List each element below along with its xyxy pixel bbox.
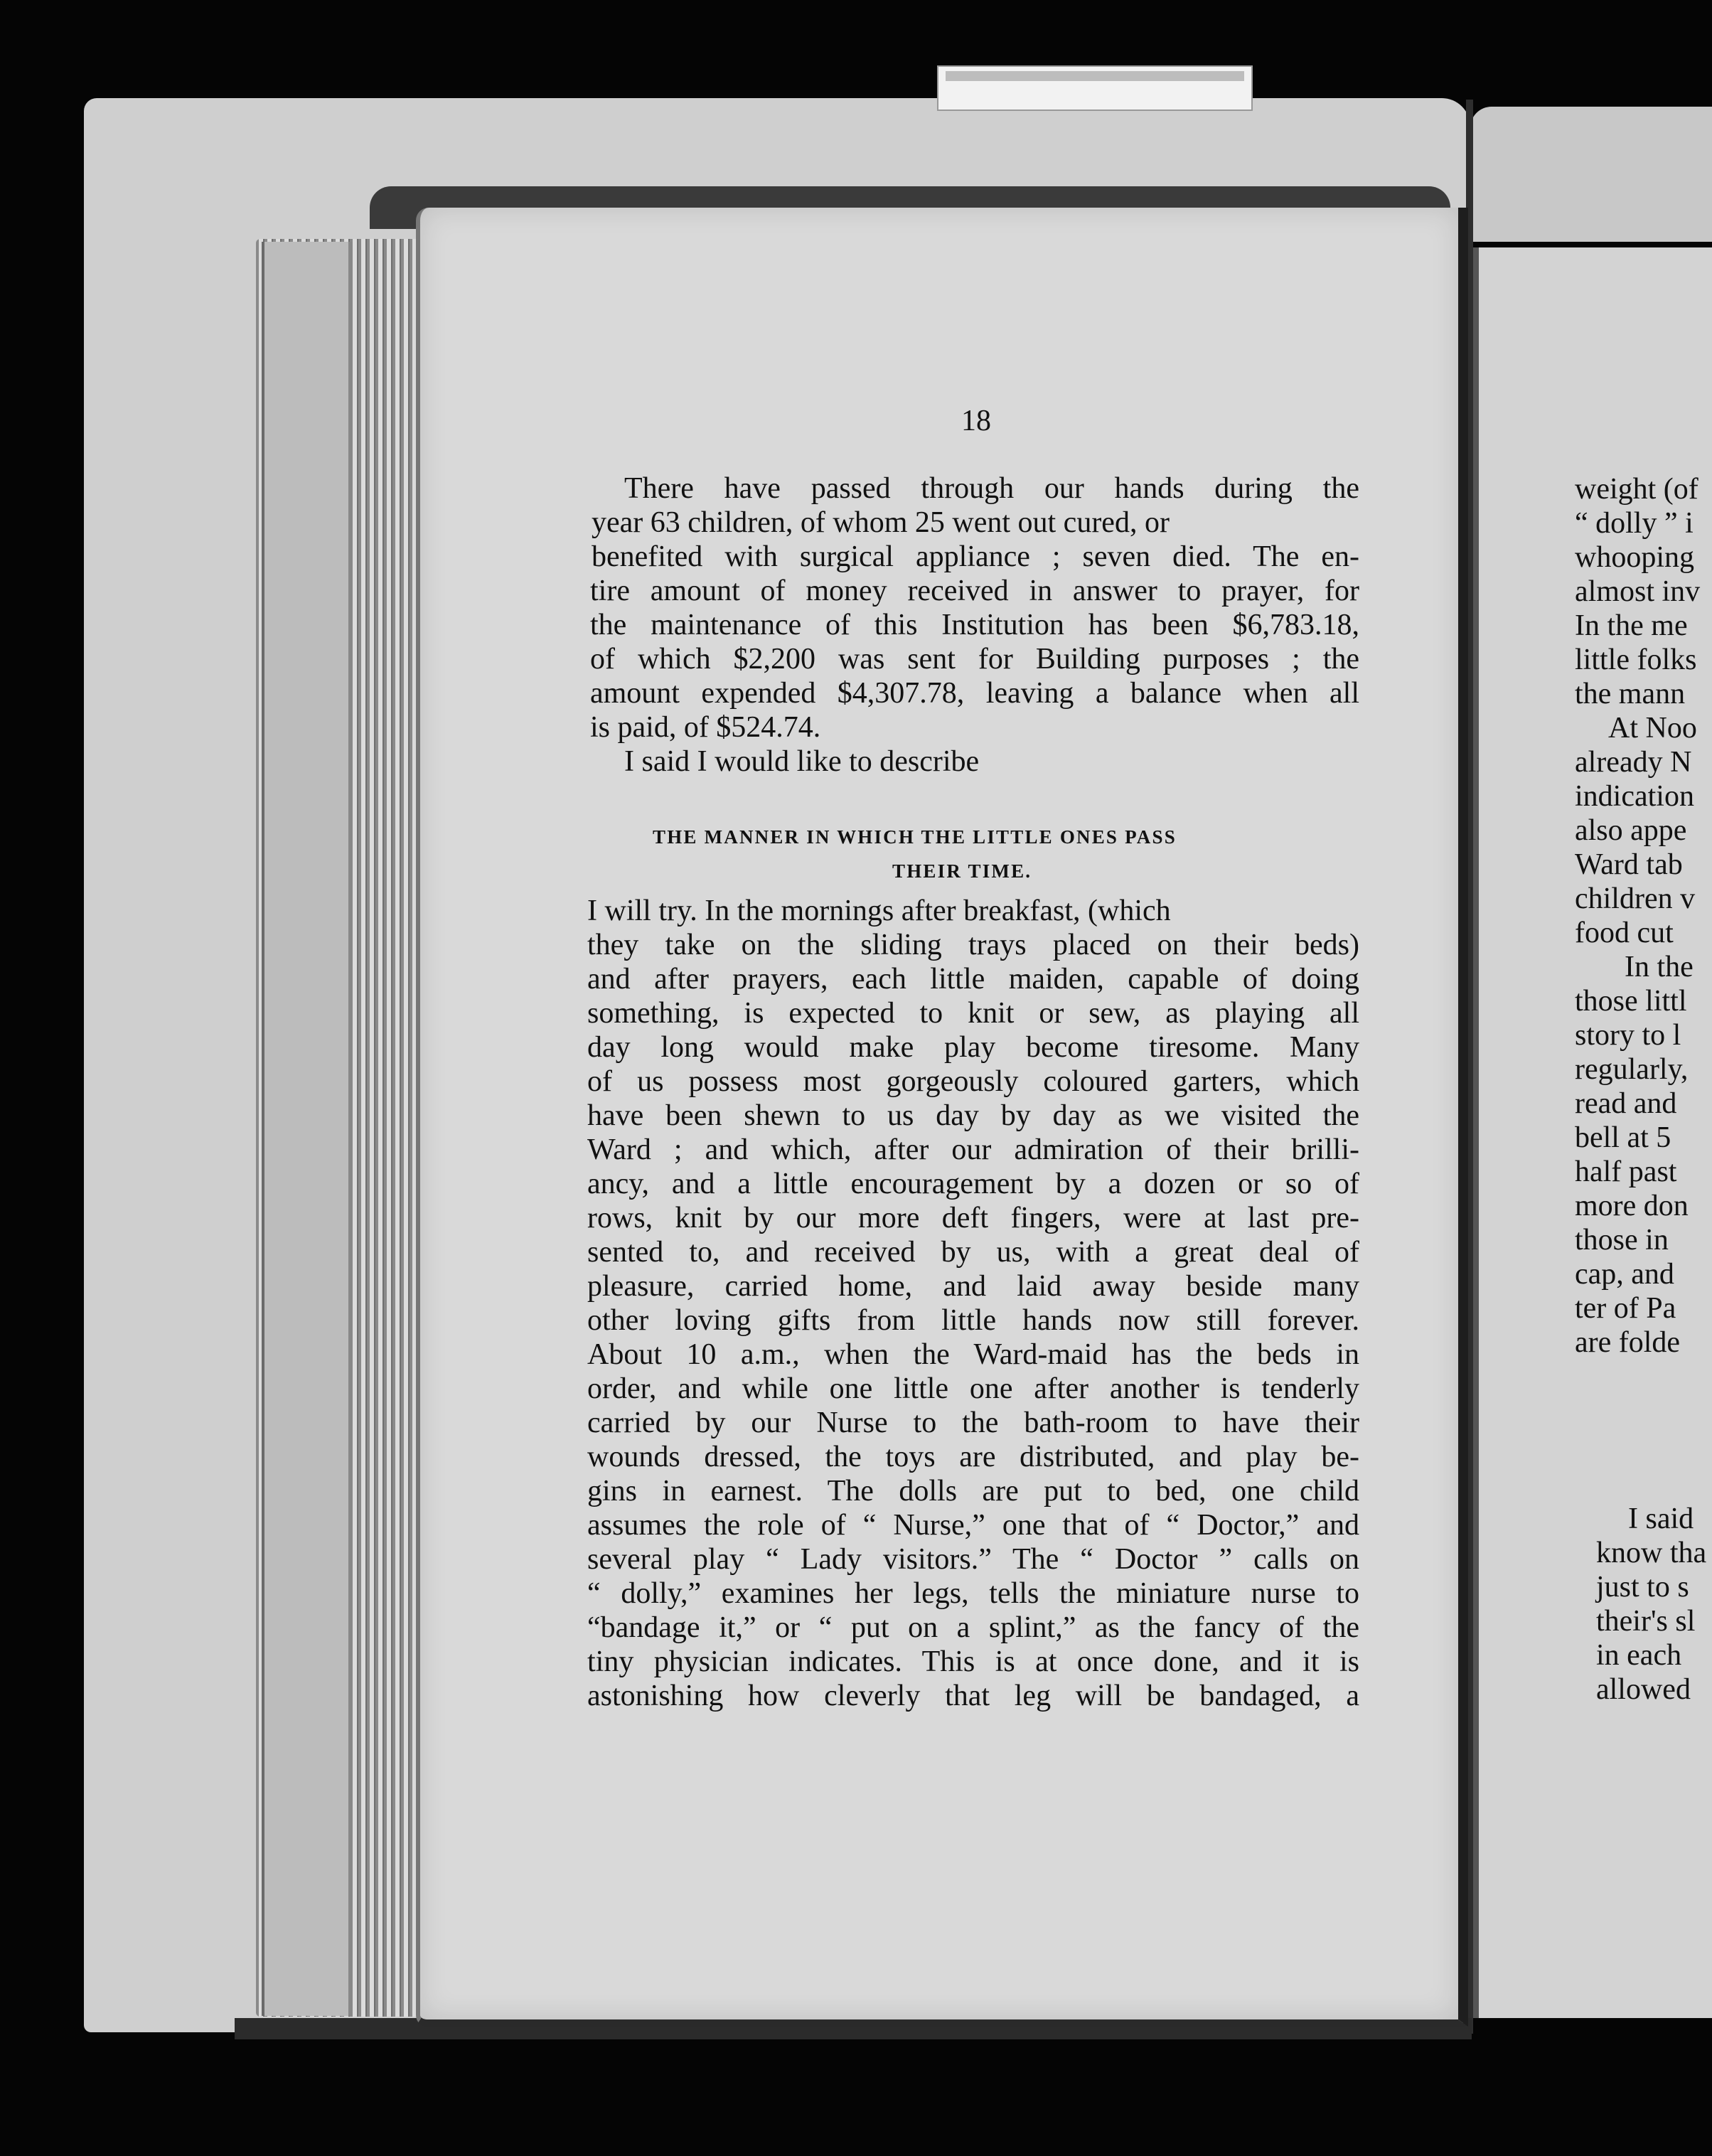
text-line: those littl [1575,985,1687,1018]
text-line: wounds dressed, the toys are distributed, and play be- [587,1441,1359,1473]
text-line: already N [1575,746,1692,779]
text-line: allowed [1596,1673,1691,1706]
text-line: whooping [1575,541,1694,574]
text-line: the maintenance of this Institution has been $6,783.18, [590,609,1359,641]
text-line: those in [1575,1224,1669,1256]
text-line: ter of Pa [1575,1292,1676,1325]
text-line: “ dolly ” i [1575,507,1694,540]
text-line: of which $2,200 was sent for Building purposes ; the [590,643,1359,676]
text-line: just to s [1596,1571,1689,1603]
text-line: something, is expected to knit or sew, as playing all [587,997,1359,1030]
text-line: At Noo [1608,712,1697,745]
text-line: sented to, and received by us, with a great deal of [587,1236,1359,1269]
text-line: order, and while one little one after another is tenderly [587,1372,1359,1405]
text-line: of us possess most gorgeously coloured garters, which [587,1065,1359,1098]
text-line: assumes the role of “ Nurse,” one that of “ Doctor,” and [587,1509,1359,1542]
text-line: also appe [1575,814,1687,847]
text-line: more don [1575,1190,1689,1222]
text-line: they take on the sliding trays placed on their beds) [587,929,1359,961]
text-line: In the me [1575,609,1688,642]
text-line: indication [1575,780,1694,813]
text-line: I said [1628,1503,1694,1535]
text-line: “ dolly,” examines her legs, tells the miniature nurse to [587,1577,1359,1610]
text-line: and after prayers, each little maiden, capable of doing [587,963,1359,996]
text-line: food cut [1575,917,1674,949]
text-line: In the [1625,951,1694,983]
text-line: almost inv [1575,575,1701,608]
text-line: day long would make play become tiresome. Many [587,1031,1359,1064]
text-line: I will try. In the mornings after breakfast, (which [587,895,1171,927]
text-line: “bandage it,” or “ put on a splint,” as the fancy of the [587,1611,1359,1644]
text-line: several play “ Lady visitors.” The “ Doctor ” calls on [587,1543,1359,1576]
text-line: tiny physician indicates. This is at once done, and it is [587,1645,1359,1678]
text-line: half past [1575,1156,1677,1188]
text-line: astonishing how cleverly that leg will be bandaged, a [587,1680,1359,1712]
text-line: have been shewn to us day by day as we visited the [587,1099,1359,1132]
text-line: the mann [1575,678,1686,710]
section-heading: THEIR TIME. [892,860,1032,882]
text-line: are folde [1575,1326,1681,1359]
text-line: other loving gifts from little hands now still forever. [587,1304,1359,1337]
text-line: weight (of [1575,473,1698,506]
text-line: is paid, of $524.74. [590,711,821,744]
text-line: gins in earnest. The dolls are put to bed, one child [587,1475,1359,1507]
text-line: little folks [1575,644,1697,676]
text-line: pleasure, carried home, and laid away beside many [587,1270,1359,1303]
text-line: amount expended $4,307.78, leaving a balance when all [590,677,1359,710]
text-line: children v [1575,882,1696,915]
text-line: in each [1596,1639,1682,1672]
text-line: ancy, and a little encouragement by a dozen or so of [587,1168,1359,1200]
text-line: year 63 children, of whom 25 went out cured, or [592,506,1170,539]
text-line: read and [1575,1087,1677,1120]
text-line: cap, and [1575,1258,1674,1291]
text-line: their's sl [1596,1605,1696,1638]
text-line: rows, knit by our more deft fingers, were at last pre- [587,1202,1359,1234]
section-heading: THE MANNER IN WHICH THE LITTLE ONES PASS [653,826,1177,848]
text-line: carried by our Nurse to the bath-room to have their [587,1407,1359,1439]
text-line: There have passed through our hands during the [624,472,1359,505]
text-line: About 10 a.m., when the Ward-maid has the beds in [587,1338,1359,1371]
text-line: story to l [1575,1019,1681,1052]
text-line: I said I would like to describe [624,745,980,778]
text-line: tire amount of money received in answer to prayer, for [590,575,1359,607]
text-line: Ward tab [1575,848,1683,881]
text-line: regularly, [1575,1053,1689,1086]
text-line: know tha [1596,1537,1707,1569]
text-line: Ward ; and which, after our admiration of their brilli- [587,1133,1359,1166]
text-line: bell at 5 [1575,1121,1671,1154]
text-line: benefited with surgical appliance ; seven died. The en- [592,540,1359,573]
page-number: 18 [961,405,991,437]
